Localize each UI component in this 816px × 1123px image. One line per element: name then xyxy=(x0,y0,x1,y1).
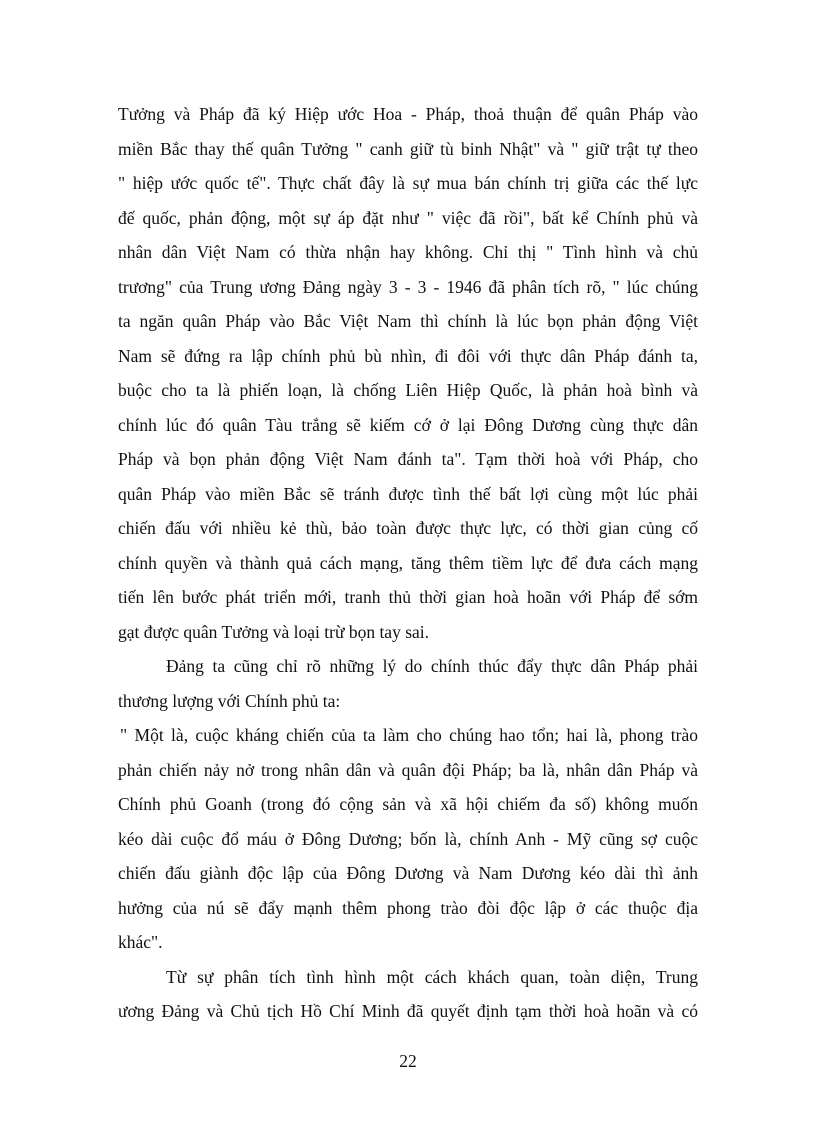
text-line: thương lượng với Chính phủ ta: xyxy=(118,690,341,711)
text-line: kéo dài cuộc đổ máu ở Đông Dương; bốn là, chính Anh - Mỹ cũng sợ cuộc xyxy=(118,828,698,849)
body-text xyxy=(118,97,698,1029)
text-line: hưởng của nú sẽ đẩy mạnh thêm phong trào đòi độc lập ở các thuộc địa xyxy=(118,897,698,918)
text-line: chính quyền và thành quả cách mạng, tăng thêm tiềm lực để đưa cách mạng xyxy=(118,552,698,573)
text-line: đế quốc, phản động, một sự áp đặt như " việc đã rồi", bất kể Chính phủ và xyxy=(118,207,698,228)
text-line: Đảng ta cũng chỉ rõ những lý do chính thúc đẩy thực dân Pháp phải xyxy=(166,656,698,676)
text-line: gạt được quân Tưởng và loại trừ bọn tay sai. xyxy=(118,621,430,642)
text-line: chiến đấu với nhiều kẻ thù, bảo toàn được thực lực, có thời gian củng cố xyxy=(118,518,698,538)
text-line: quân Pháp vào miền Bắc sẽ tránh được tình thế bất lợi cùng một lúc phải xyxy=(118,483,698,504)
text-line: ương Đảng và Chủ tịch Hồ Chí Minh đã quyết định tạm thời hoà hoãn và có xyxy=(118,1001,698,1021)
text-line: Từ sự phân tích tình hình một cách khách quan, toàn diện, Trung xyxy=(166,966,698,987)
text-line: chính lúc đó quân Tàu trắng sẽ kiếm cớ ở lại Đông Dương cùng thực dân xyxy=(118,414,698,435)
page-number: 22 xyxy=(399,1051,417,1071)
text-line: khác". xyxy=(118,932,163,952)
text-line: " hiệp ước quốc tế". Thực chất đây là sự mua bán chính trị giữa các thế lực xyxy=(118,173,698,193)
text-line: Nam sẽ đứng ra lập chính phủ bù nhìn, đi đôi với thực dân Pháp đánh ta, xyxy=(118,345,698,366)
text-line: trương" của Trung ương Đảng ngày 3 - 3 - 1946 đã phân tích rõ, " lúc chúng xyxy=(118,276,698,297)
text-line: phản chiến nảy nở trong nhân dân và quân đội Pháp; ba là, nhân dân Pháp và xyxy=(118,759,698,780)
text-line: Tưởng và Pháp đã ký Hiệp ước Hoa - Pháp, thoả thuận để quân Pháp vào xyxy=(118,104,698,124)
text-line: chiến đấu giành độc lập của Đông Dương và Nam Dương kéo dài thì ảnh xyxy=(118,863,698,883)
text-line: Chính phủ Goanh (trong đó cộng sản và xã hội chiếm đa số) không muốn xyxy=(118,794,698,814)
text-line: ta ngăn quân Pháp vào Bắc Việt Nam thì chính là lúc bọn phản động Việt xyxy=(118,311,698,331)
text-line: " Một là, cuộc kháng chiến của ta làm cho chúng hao tổn; hai là, phong trào xyxy=(120,725,698,745)
text-line: tiến lên bước phát triển mới, tranh thủ thời gian hoà hoãn với Pháp để sớm xyxy=(118,587,698,607)
text-line: buộc cho ta là phiến loạn, là chống Liên Hiệp Quốc, là phản hoà bình và xyxy=(118,380,698,400)
text-line: miền Bắc thay thế quân Tưởng " canh giữ tù binh Nhật" và " giữ trật tự theo xyxy=(118,138,698,159)
text-line: nhân dân Việt Nam có thừa nhận hay không. Chỉ thị " Tình hình và chủ xyxy=(118,242,698,262)
text-line: Pháp và bọn phản động Việt Nam đánh ta". Tạm thời hoà với Pháp, cho xyxy=(118,449,698,469)
